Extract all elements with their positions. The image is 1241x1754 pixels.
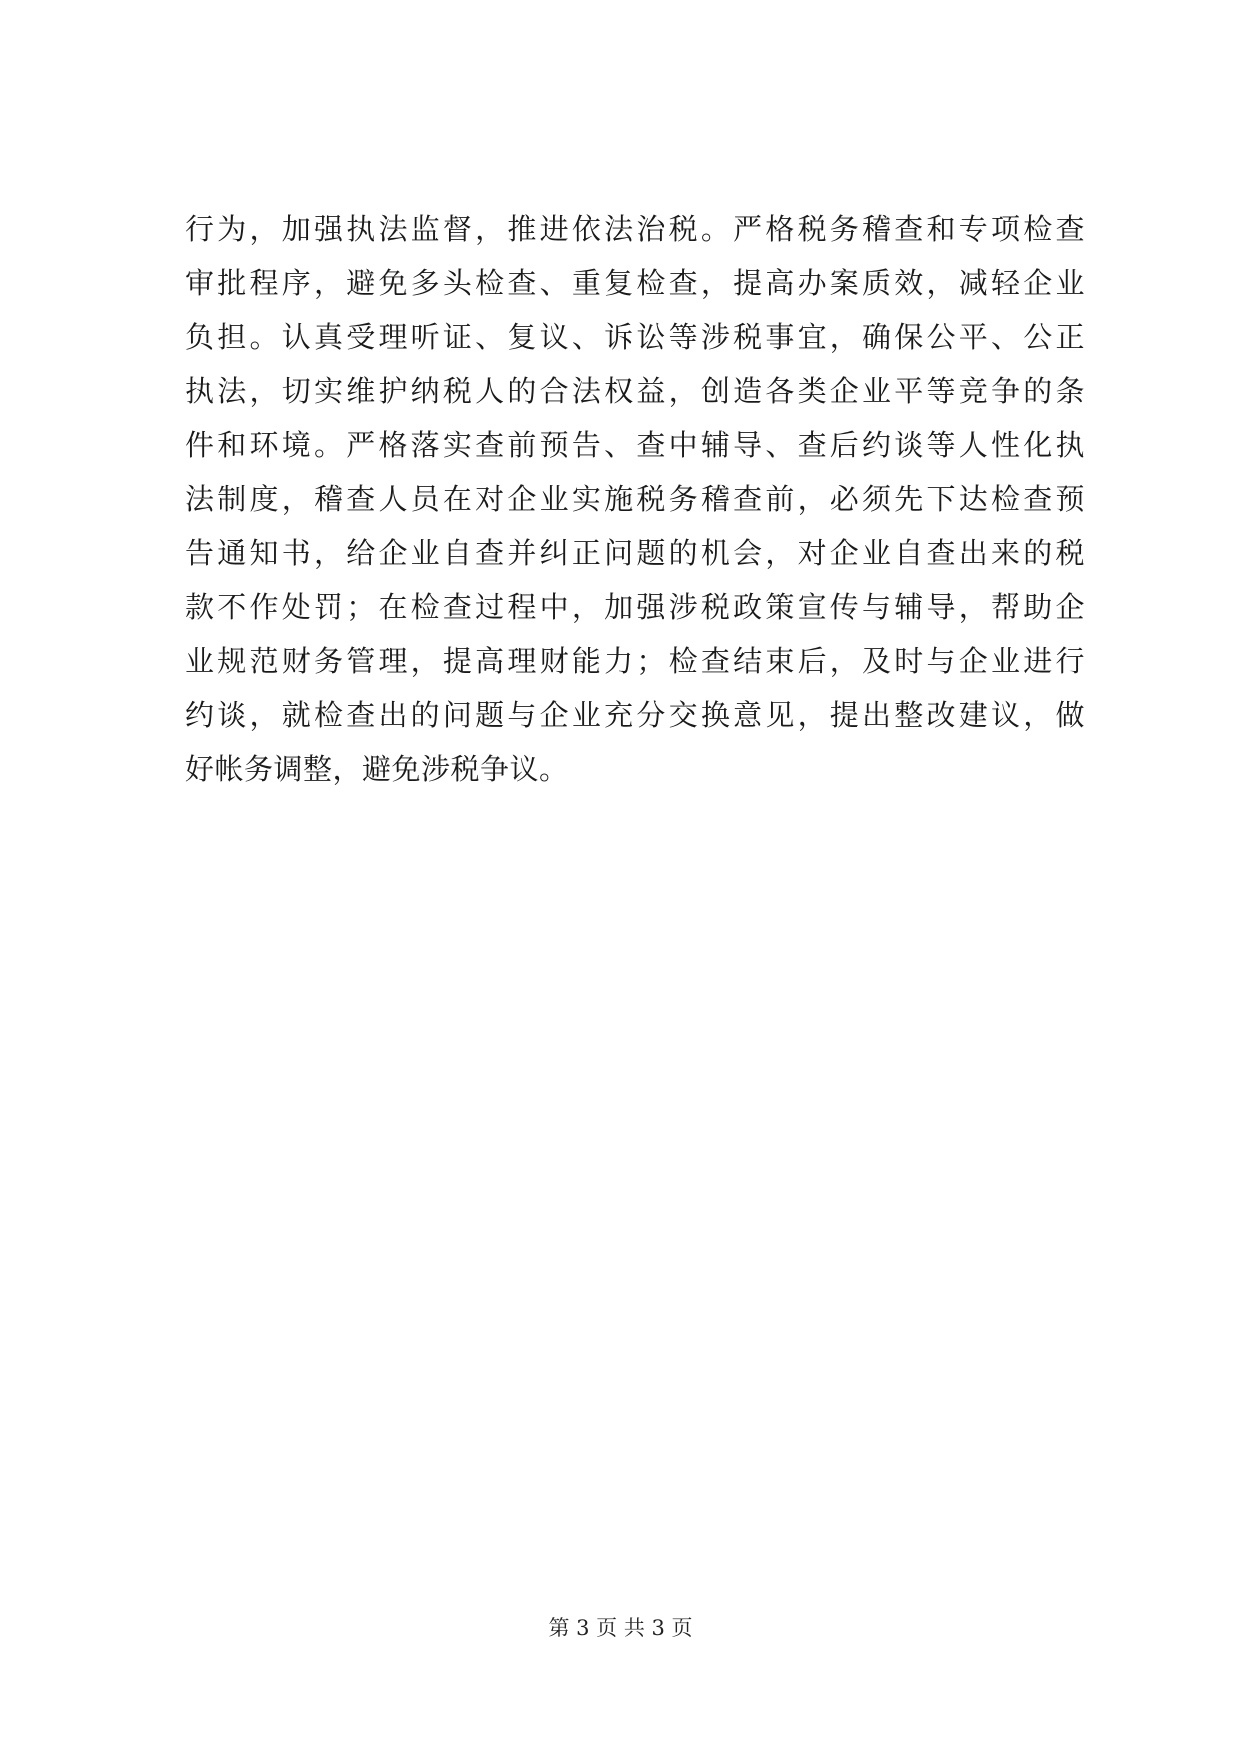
paragraph-line-10: 约谈，就检查出的问题与企业充分交换意见，提出整改建议，做 — [185, 698, 1085, 732]
paragraph-line-7: 告通知书，给企业自查并纠正问题的机会，对企业自查出来的税 — [185, 536, 1085, 570]
paragraph-line-11: 好帐务调整，避免涉税争议。 — [185, 752, 569, 786]
paragraph-line-5: 件和环境。严格落实查前预告、查中辅导、查后约谈等人性化执 — [185, 428, 1085, 462]
paragraph-line-1: 行为，加强执法监督，推进依法治税。严格税务稽查和专项检查 — [185, 212, 1085, 246]
paragraph-line-8: 款不作处罚；在检查过程中，加强涉税政策宣传与辅导，帮助企 — [185, 590, 1085, 624]
paragraph-line-3: 负担。认真受理听证、复议、诉讼等涉税事宜，确保公平、公正 — [185, 320, 1085, 354]
page-number-footer: 第 3 页 共 3 页 — [548, 1616, 693, 1640]
paragraph-line-6: 法制度，稽查人员在对企业实施税务稽查前，必须先下达检查预 — [185, 482, 1085, 516]
paragraph-line-4: 执法，切实维护纳税人的合法权益，创造各类企业平等竞争的条 — [185, 374, 1085, 408]
paragraph-line-9: 业规范财务管理，提高理财能力；检查结束后，及时与企业进行 — [185, 644, 1085, 678]
body-paragraph — [185, 202, 1085, 796]
paragraph-line-2: 审批程序，避免多头检查、重复检查，提高办案质效，减轻企业 — [185, 266, 1085, 300]
